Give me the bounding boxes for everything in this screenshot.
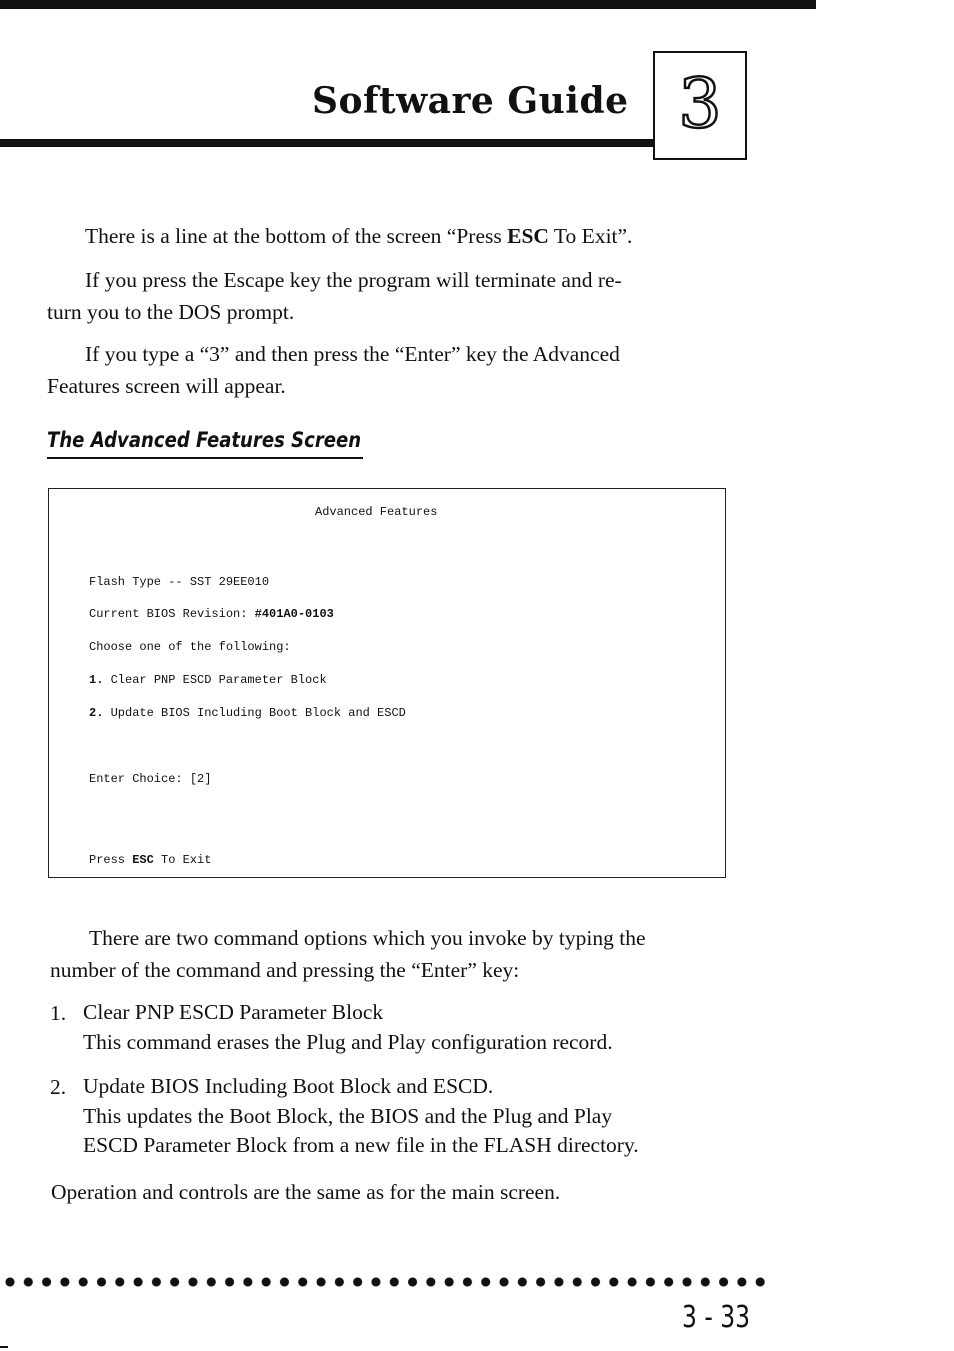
list-item-title: Clear PNP ESCD Parameter Block <box>83 1000 384 1024</box>
intro-paragraph-3-line-2: Features screen will appear. <box>47 374 286 398</box>
intro-paragraph-3-line-1: If you type a “3” and then press the “Enter” key the Advanced <box>85 342 620 366</box>
page-title: Software Guide <box>312 80 629 122</box>
closing-paragraph: Operation and controls are the same as for the main screen. <box>51 1180 561 1204</box>
list-item-description: ESCD Parameter Block from a new file in the FLASH directory. <box>83 1133 639 1157</box>
body-paragraph-line-1: There are two command options which you invoke by typing the <box>89 926 646 950</box>
intro-paragraph-1: There is a line at the bottom of the screen “Press ESC To Exit”. <box>85 224 633 248</box>
press-esc-line: Press ESC To Exit <box>89 853 212 867</box>
list-item-number: 1. <box>50 1001 67 1025</box>
esc-key-label: ESC <box>507 224 549 248</box>
bios-revision: Current BIOS Revision: #401A0-0103 <box>89 607 334 621</box>
enter-choice: Enter Choice: [2] <box>89 772 212 786</box>
list-item-description: This updates the Boot Block, the BIOS and the Plug and Play <box>83 1104 613 1128</box>
bios-revision-value: #401A0-0103 <box>254 607 334 621</box>
section-heading: The Advanced Features Screen <box>47 428 362 452</box>
intro-paragraph-2-line-1: If you press the Escape key the program will terminate and re- <box>85 268 622 292</box>
section-underline <box>47 457 363 459</box>
header-rule <box>0 139 653 147</box>
bottom-edge-mark <box>0 1346 8 1348</box>
chapter-number: 3 <box>678 65 722 144</box>
body-paragraph-line-2: number of the command and pressing the “Enter” key: <box>50 958 520 982</box>
chapter-tab <box>653 51 747 160</box>
screen-title: Advanced Features <box>315 505 438 519</box>
choose-prompt: Choose one of the following: <box>89 640 291 654</box>
page-number: 3 - 33 <box>682 1300 750 1335</box>
screen-option-1: 1. Clear PNP ESCD Parameter Block <box>89 673 327 687</box>
flash-type: Flash Type -- SST 29EE010 <box>89 575 270 589</box>
screen-option-2: 2. Update BIOS Including Boot Block and ESCD <box>89 706 406 720</box>
intro-paragraph-2-line-2: turn you to the DOS prompt. <box>47 300 295 324</box>
list-item-description: This command erases the Plug and Play configuration record. <box>83 1030 613 1054</box>
list-item-number: 2. <box>50 1075 67 1099</box>
advanced-features-screen <box>48 488 726 878</box>
footer-dot-rule <box>2 1271 772 1293</box>
top-rule <box>0 0 816 9</box>
list-item-title: Update BIOS Including Boot Block and ESCD. <box>83 1074 494 1098</box>
